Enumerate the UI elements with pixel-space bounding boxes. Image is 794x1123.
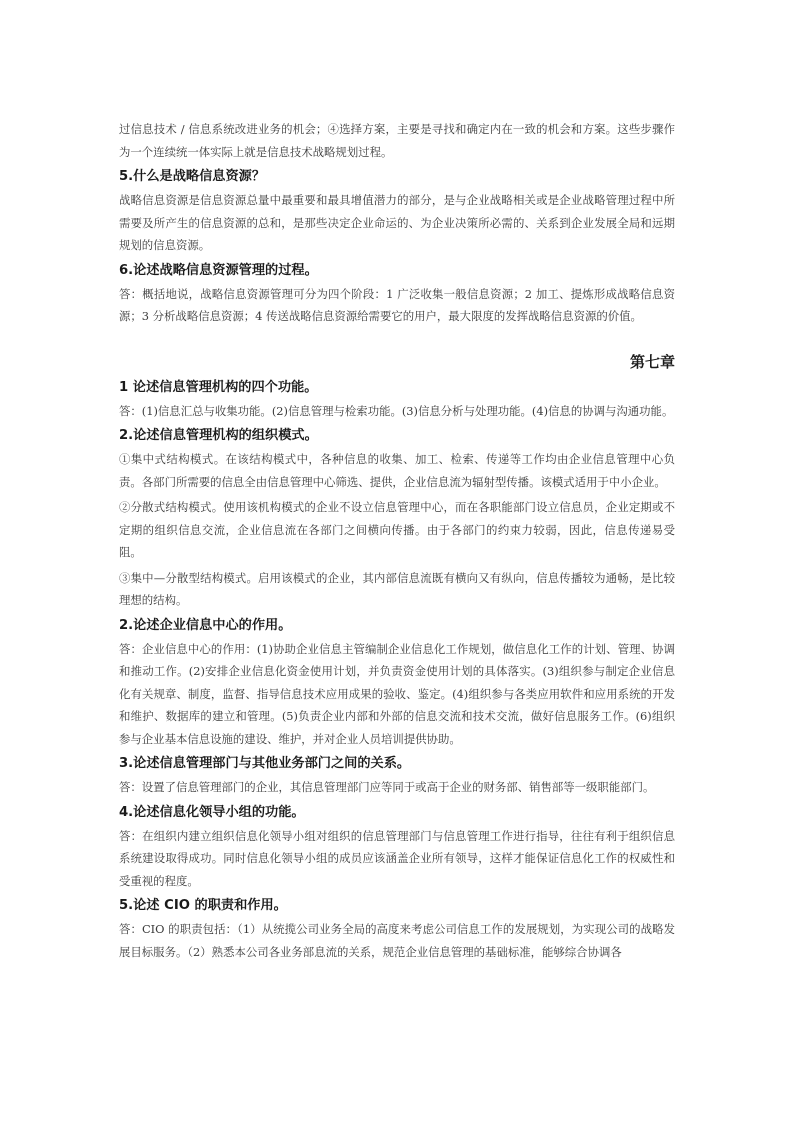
question-heading-organization-modes: 2.论述信息管理机构的组织模式。 [119,428,318,443]
paragraph-centralized-mode: ①集中式结构模式。在该结构模式中，各种信息的收集、加工、检索、传递等工作均由企业信息管理中心负责。各部门所需要的信息全由信息管理中心筛选、提供，企业信息流为辐射型传播。该模式适用于中小企业。 [119,452,675,489]
paragraph-info-center-role-answer: 答：企业信息中心的作用：(1)协助企业信息主管编制企业信息化工作规划，做信息化工作的计划、管理、协调和推动工作。(2)安排企业信息化资金使用计划，并负责资金使用计划的具体落实。(3)组织参与制定企业信息化有关规章、制度，监督、指导信息技术应用成果的验收、鉴定。(4)组织参与各类应用软件和应用系统的开发和维护、数据库的建立和管理。(5)负责企业内部和外部的信息交流和技术交流，做好信息服务工作。(6)组织参与企业基本信息设施的建设、维护，并对企业人员培训提供协助。 [119,641,675,746]
question-heading-strategic-resource-management: 6.论述战略信息资源管理的过程。 [119,262,318,278]
paragraph-strategic-resource-management-answer: 答：概括地说，战略信息资源管理可分为四个阶段：1 广泛收集一般信息资源；2 加工、提炼形成战略信息资源；3 分析战略信息资源；4 传送战略信息资源给需要它的用户，最大限度的发挥战略信息资源的价值。 [119,286,675,323]
question-heading-leadership-group: 4.论述信息化领导小组的功能。 [119,804,305,820]
paragraph-hybrid-mode: ③集中—分散型结构模式。启用该模式的企业，其内部信息流既有横向又有纵向，信息传播较为通畅，是比较理想的结构。 [119,570,675,607]
paragraph-cio-duties-answer: 答：CIO 的职责包括：（1）从统揽公司业务全局的高度来考虑公司信息工作的发展规划，为实现公司的战略发展目标服务。（2）熟悉本公司各业务部息流的关系，规范企业信息管理的基础标准，能够综合协调各 [119,922,675,959]
paragraph-strategic-info-resource-definition: 战略信息资源是信息资源总量中最重要和最具增值潜力的部分，是与企业战略相关或是企业战略管理过程中所需要及所产生的信息资源的总和，是那些决定企业命运的、为企业决策所必需的、关系到企业发展全局和远期规划的信息资源。 [119,193,675,252]
question-heading-cio-duties: 5.论述 CIO 的职责和作用。 [119,898,287,913]
paragraph-decentralized-mode: ②分散式结构模式。使用该机构模式的企业不设立信息管理中心，而在各职能部门设立信息员，企业定期或不定期的组织信息交流，企业信息流在各部门之间横向传播。由于各部门的约束力较弱，因此，信息传递易受阻。 [119,500,675,559]
paragraph-leadership-group-answer: 答：在组织内建立组织信息化领导小组对组织的信息管理部门与信息管理工作进行指导，往往有利于组织信息系统建设取得成功。同时信息化领导小组的成员应该涵盖企业所有领导，这样才能保证信息化工作的权威性和受重视的程度。 [119,828,675,888]
chapter-heading: 第七章 [629,352,675,371]
question-heading-department-relationship: 3.论述信息管理部门与其他业务部门之间的关系。 [119,756,411,771]
paragraph-four-functions-answer: 答：(1)信息汇总与收集功能。(2)信息管理与检索功能。(3)信息分析与处理功能。(4)信息的协调与沟通功能。 [119,403,674,418]
paragraph-strategy-process-tail: 过信息技术 / 信息系统改进业务的机会；④选择方案，主要是寻找和确定内在一致的机会和方案。这些步骤作为一个连续统一体实际上就是信息技术战略规划过程。 [119,122,675,159]
document-page [119,118,675,966]
question-heading-info-center-role: 2.论述企业信息中心的作用。 [119,617,292,633]
question-heading-strategic-info-resource: 5.什么是战略信息资源？ [119,169,266,184]
paragraph-department-relationship-answer: 答：设置了信息管理部门的企业，其信息管理部门应等同于或高于企业的财务部、销售部等一级职能部门。 [119,780,655,794]
question-heading-four-functions: 1 论述信息管理机构的四个功能。 [119,379,318,395]
